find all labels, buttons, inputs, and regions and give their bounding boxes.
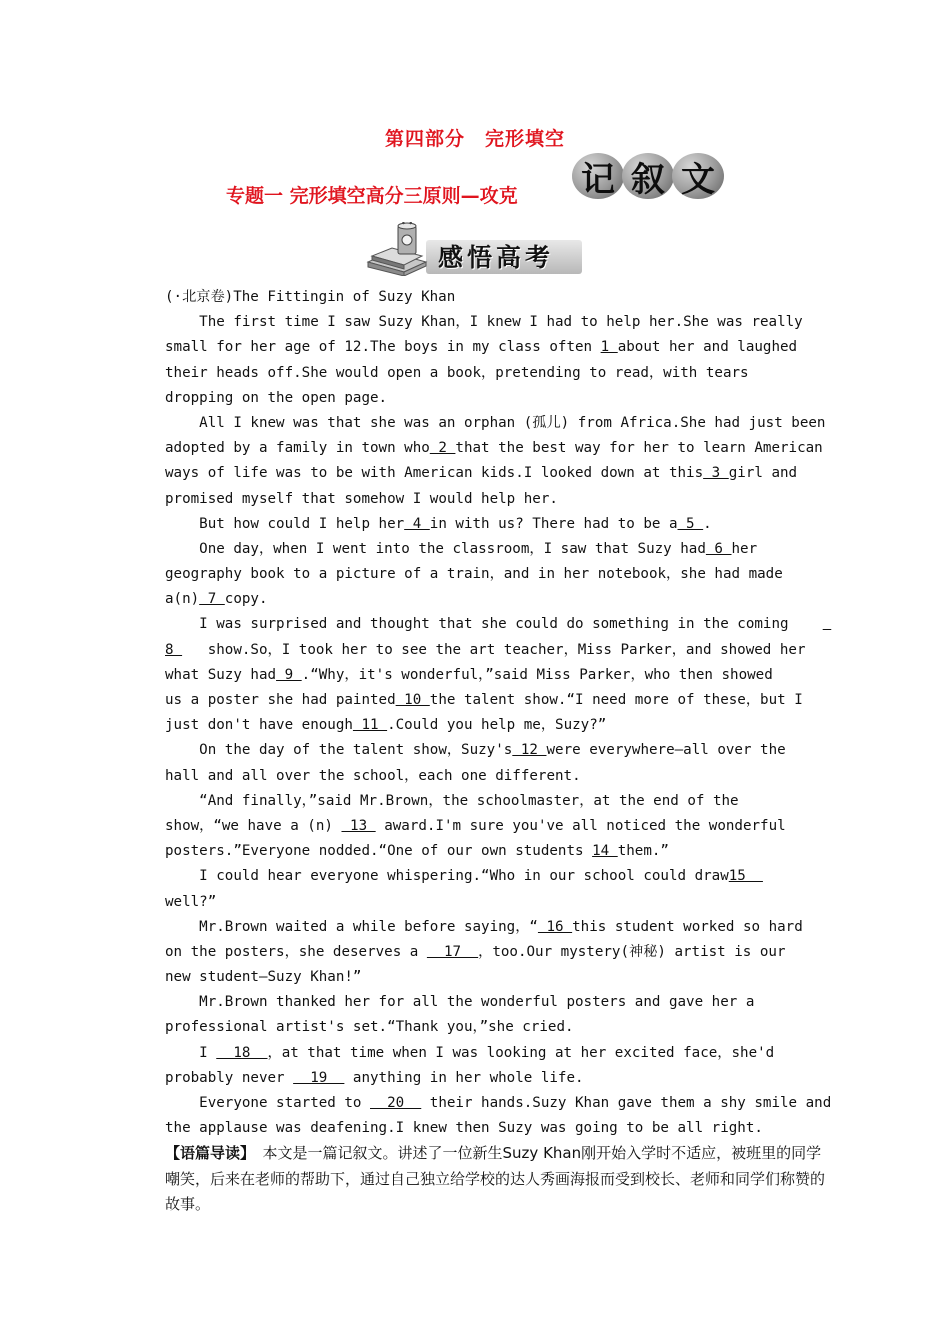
passage-line xyxy=(165,361,825,386)
passage-line xyxy=(165,864,825,889)
passage-text: “And finally，”said Mr.Brown，the schoolmaster，at the end of the xyxy=(165,792,739,809)
blank-number: 11 xyxy=(352,717,388,734)
passage-line xyxy=(165,537,825,562)
passage-text: on the posters，she deserves a xyxy=(165,943,427,960)
passage-text: ，at that time when I was looking at her excited face，she'd xyxy=(267,1044,775,1061)
passage-text: about her and laughed xyxy=(617,339,798,356)
blank-number: 20 xyxy=(370,1095,422,1111)
passage-text: well?” xyxy=(165,893,217,910)
blank-number: 4 xyxy=(404,515,430,532)
passage-line xyxy=(165,512,825,537)
blank-number: 14 xyxy=(592,843,618,860)
passage-line xyxy=(165,612,825,637)
passage-line xyxy=(165,562,825,587)
blank-number: 13 xyxy=(341,817,376,834)
passage-line xyxy=(165,890,825,915)
passage-text: girl and xyxy=(728,465,798,482)
blank-number: 12 xyxy=(512,742,547,759)
passage-text: their heads off.She would open a book，pretending to read，with tears xyxy=(165,364,749,381)
genre-badge-1: 记 xyxy=(572,153,624,199)
passage-text: The first time I saw Suzy Khan，I knew I had to help her.She was really xyxy=(165,314,803,331)
passage-text: probably never xyxy=(165,1069,294,1086)
passage-line xyxy=(165,436,825,461)
passage-line xyxy=(165,587,825,612)
passage-line xyxy=(165,310,825,335)
passage-line xyxy=(165,713,825,738)
passage-line xyxy=(165,965,825,990)
passage-text: anything in her whole life. xyxy=(344,1069,584,1086)
passage-text: small for her age of 12.The boys in my class often xyxy=(165,339,601,356)
passage-line xyxy=(165,1116,825,1141)
genre-badge-3: 文 xyxy=(672,153,724,199)
passage-line xyxy=(165,1066,825,1091)
genre-badges xyxy=(572,153,722,199)
passage-text: adopted by a family in town who xyxy=(165,440,430,457)
passage-text: were everywhere—all over the xyxy=(546,742,786,759)
blank-number: 17 xyxy=(426,943,479,960)
passage-text: Everyone started to xyxy=(165,1095,370,1111)
guide-tag: 【语篇导读】 xyxy=(165,1144,248,1163)
passage-text: geography book to a picture of a train，and in her notebook，she had made xyxy=(165,566,783,583)
passage-text: posters.”Everyone nodded.“One of our own students xyxy=(165,843,593,860)
blank-number: 5 xyxy=(677,515,704,532)
passage-text: show，“we have a (n) xyxy=(165,817,342,834)
passage-text: them.” xyxy=(617,843,669,860)
passage-text: her xyxy=(731,540,758,557)
blank-number: 8 xyxy=(165,641,183,658)
passage-text: show.So，I took her to see the art teacher，Miss Parker，and showed her xyxy=(182,641,806,658)
passage-text: new student—Suzy Khan!” xyxy=(165,969,362,986)
passage-text: I was surprised and thought that she could do something in the coming xyxy=(165,616,823,633)
passage-line xyxy=(165,738,825,763)
passage-text: hall and all over the school，each one different. xyxy=(165,767,581,784)
passage-line xyxy=(165,839,825,864)
part-title: 第四部分 完形填空 xyxy=(384,128,565,150)
passage-source: (·北京卷)The Fittingin of Suzy Khan xyxy=(165,289,456,305)
passage-text: what Suzy had xyxy=(165,666,277,683)
passage-text: I could hear everyone whispering.“Who in our school could draw xyxy=(165,868,729,885)
passage-text: us a poster she had painted xyxy=(165,692,396,708)
passage-text: this student worked so hard xyxy=(572,918,803,935)
topic-title: 专题一 完形填空高分三原则—攻克 xyxy=(226,185,518,207)
genre-badge-2: 叙 xyxy=(622,153,674,199)
blank-number: 7 xyxy=(199,591,225,608)
blank-number: 9 xyxy=(276,666,302,683)
passage-text: ways of life was to be with American kids.I looked down at this xyxy=(165,465,704,482)
blank-number: 18 xyxy=(216,1044,268,1061)
passage-line xyxy=(165,386,825,411)
passage-text: I xyxy=(165,1044,217,1061)
passage-line xyxy=(165,1015,825,1040)
passage-text: Mr.Brown thanked her for all the wonderful posters and gave her a xyxy=(165,994,755,1011)
blank-number: 19 xyxy=(293,1069,345,1086)
passage-line xyxy=(165,335,825,360)
passage-text: promised myself that somehow I would help her. xyxy=(165,490,558,507)
passage-text: . xyxy=(703,515,712,532)
passage-text: professional artist's set.“Thank you，”she cried. xyxy=(165,1019,574,1036)
passage-text: All I knew was that she was an orphan (孤儿) from Africa.She had just been xyxy=(165,414,826,431)
passage-text: that the best way for her to learn American xyxy=(455,440,823,457)
passage-line xyxy=(165,1091,832,1116)
passage-text: One day，when I went into the classroom，I saw that Suzy had xyxy=(165,540,706,557)
passage-text: .“Why，it's wonderful，”said Miss Parker，who then showed xyxy=(301,666,773,683)
passage xyxy=(165,285,832,1218)
blank-number: 1 xyxy=(600,339,618,356)
passage-text: ，too.Our mystery(神秘) artist is our xyxy=(478,943,786,960)
passage-text: But how could I help her xyxy=(165,515,405,532)
section-label: 感悟高考 xyxy=(438,243,555,272)
passage-text: award.I'm sure you've all noticed the wonderful xyxy=(375,817,786,834)
passage-line xyxy=(165,915,825,940)
passage-line xyxy=(165,764,825,789)
reading-guide xyxy=(165,1141,825,1218)
passage-line xyxy=(165,487,825,512)
blank-number: 10 xyxy=(395,692,430,708)
passage-line xyxy=(165,814,825,839)
passage-text: the applause was deafening.I knew then Suzy was going to be all right. xyxy=(165,1120,763,1137)
passage-line xyxy=(165,638,825,663)
passage-line xyxy=(165,990,825,1015)
passage-line xyxy=(165,789,825,814)
blank-number: 15 xyxy=(728,868,763,885)
passage-text: On the day of the talent show，Suzy's xyxy=(165,742,513,759)
blank-number: 16 xyxy=(537,918,573,935)
section-banner xyxy=(364,220,584,278)
passage-text: a(n) xyxy=(165,591,200,608)
guide-text: 本文是一篇记叙文。讲述了一位新生Suzy Khan刚开始入学时不适应，被班里的同学嘲笑，后来在老师的帮助下，通过自己独立给学校的达人秀画海报而受到校长、老师和同学们称赞的故事。 xyxy=(165,1144,826,1214)
blank-number xyxy=(823,616,832,632)
passage-text: just don't have enough xyxy=(165,717,353,734)
passage-text: dropping on the open page. xyxy=(165,389,388,406)
passage-text: their hands.Suzy Khan gave them a shy smile and xyxy=(421,1095,832,1111)
passage-text: copy. xyxy=(224,591,268,608)
passage-text: Mr.Brown waited a while before saying，“ xyxy=(165,918,538,935)
blank-number: 6 xyxy=(705,540,732,557)
passage-line xyxy=(165,411,825,436)
passage-line xyxy=(165,663,825,688)
blank-number: 3 xyxy=(703,465,729,482)
passage-line xyxy=(165,688,825,713)
blank-number: 2 xyxy=(429,440,456,457)
books-pen-icon xyxy=(364,222,434,276)
passage-text: .Could you help me，Suzy?” xyxy=(387,717,607,734)
passage-line xyxy=(165,1041,825,1066)
passage-text: the talent show.“I need more of these，but I xyxy=(429,692,803,708)
passage-text: in with us? There had to be a xyxy=(429,515,678,532)
passage-line xyxy=(165,461,825,486)
passage-body xyxy=(165,310,832,1141)
passage-line xyxy=(165,940,825,965)
